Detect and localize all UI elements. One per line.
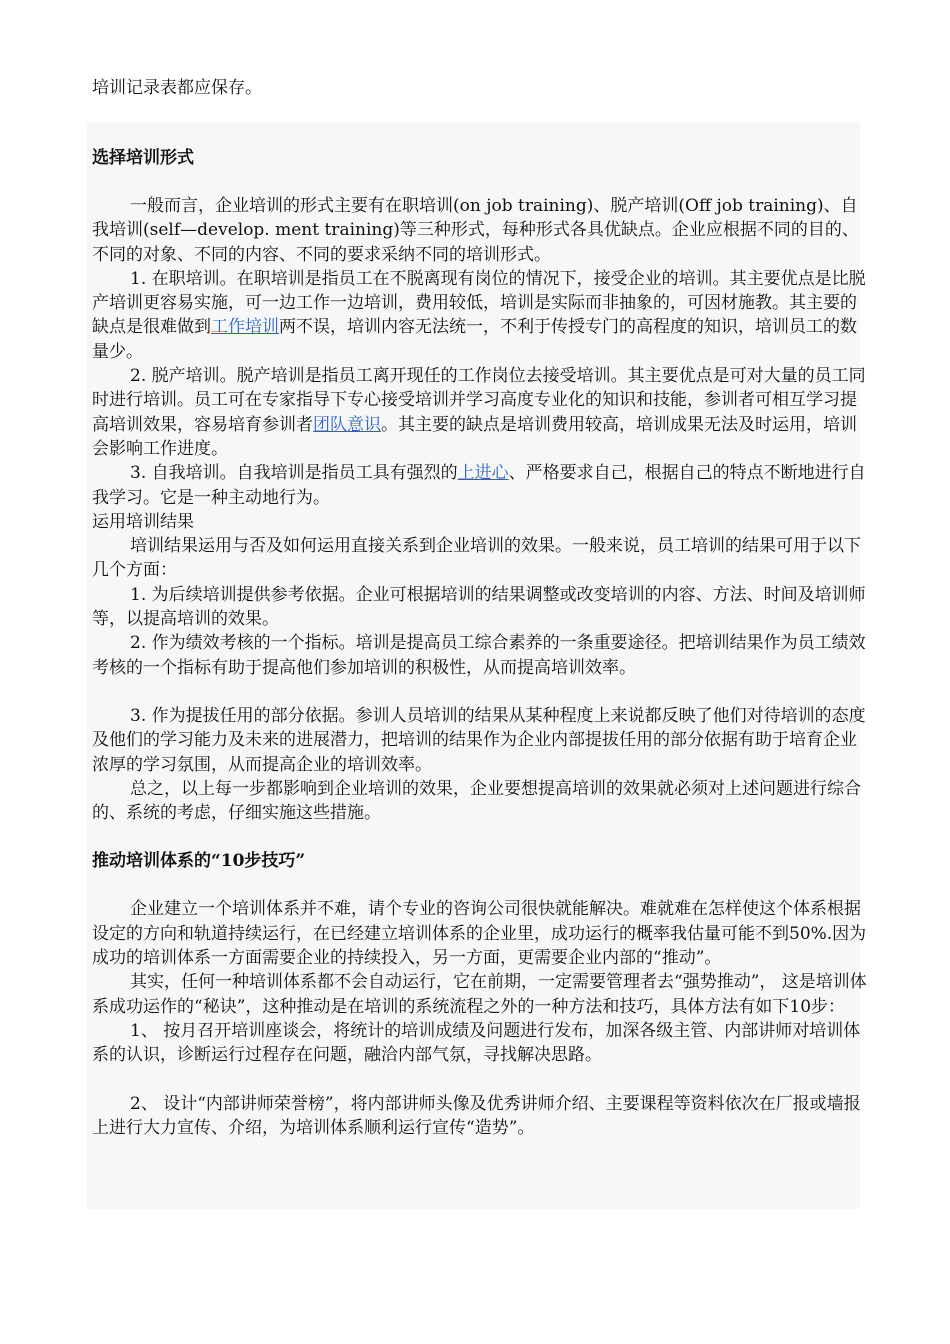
paragraph: 一般而言，企业培训的形式主要有在职培训(on job training)、脱产培训(Off job training)、自我培训(self—develop. ment training)等三种形式，每种形式各具优缺点。企业应根据不同的目的、不同的对象、不同的内容、不同的要求采纳不同的培训形式。	[92, 196, 859, 265]
text: 2. 脱产培训。脱产培训是指员工离开现任的工作岗位去接受培训。其主要优点是可对大量的员工同时进行培训。员工可在专家指导下专心接受培训并学习高度专业化的知识和技能，参训者可相互学习提高培训效果，容易培育参训者	[92, 366, 866, 435]
list-item	[92, 267, 867, 364]
paragraph: 其实，任何一种培训体系都不会自动运行，它在前期，一定需要管理者去“强势推动”， 这是培训体系成功运作的“秘诀”，这种推动是在培训的系统流程之外的一种方法和技巧，具体方法有如下10步：	[92, 972, 867, 1017]
link-motivation[interactable]: 上进心	[457, 463, 509, 484]
list-item: 1. 为后续培训提供参考依据。企业可根据培训的结果调整或改变培训的内容、方法、时间及培训师等，以提高培训的效果。	[92, 584, 866, 630]
section-heading-10-steps: 推动培训体系的“10步技巧”	[92, 851, 306, 872]
text: 3. 自我培训。自我培训是指员工具有强烈的	[130, 463, 458, 484]
link-team-spirit[interactable]: 团队意识	[313, 414, 381, 435]
section-heading-results: 运用培训结果	[92, 511, 194, 532]
text: 两不误，培训内容无法统一，不利于传授专门的高程度的知识，培训员工的数量少。	[92, 317, 857, 362]
list-item: 3. 作为提拔任用的部分依据。参训人员培训的结果从某种程度上来说都反映了他们对待培训的态度及他们的学习能力及未来的进展潜力，把培训的结果作为企业内部提拔任用的部分依据有助于培育企业浓厚的学习氛围，从而提高企业的培训效率。	[92, 705, 866, 775]
link-work-training[interactable]: 工作培训	[211, 317, 279, 338]
document-body	[92, 122, 867, 1140]
list-item: 2、 设计“内部讲师荣誉榜”，将内部讲师头像及优秀讲师介绍、主要课程等资料依次在厂报或墙报上进行大力宣传、介绍，为培训体系顺利运行宣传“造势”。	[92, 1093, 861, 1138]
text: 。其主要的缺点是培训费用较高，培训成果无法及时运用，培训会影响工作进度。	[92, 414, 857, 459]
paragraph: 培训结果运用与否及如何运用直接关系到企业培训的效果。一般来说，员工培训的结果可用于以下几个方面：	[92, 536, 861, 581]
intro-line: 培训记录表都应保存。	[92, 78, 262, 98]
text: 1. 在职培训。在职培训是指员工在不脱离现有岗位的情况下，接受企业的培训。其主要优点是比脱产培训更容易实施，可一边工作一边培训，费用较低，培训是实际而非抽象的，可因材施教。其主要的缺点是很难做到	[92, 268, 866, 338]
list-item: 2. 作为绩效考核的一个指标。培训是提高员工综合素养的一条重要途径。把培训结果作为员工绩效考核的一个指标有助于提高他们参加培训的积极性，从而提高培训效率。	[92, 633, 866, 678]
text: 、严格要求自己，根据自己的特点不断地进行自我学习。它是一种主动地行为。	[92, 463, 866, 508]
paragraph: 企业建立一个培训体系并不难，请个专业的咨询公司很快就能解决。难就难在怎样使这个体系根据设定的方向和轨道持续运行，在已经建立培训体系的企业里，成功运行的概率我估量可能不到50%.因为成功的培训体系一方面需要企业的持续投入，另一方面，更需要企业内部的“推动”。	[92, 899, 867, 969]
list-item	[92, 461, 867, 510]
paragraph: 总之，以上每一步都影响到企业培训的效果，企业要想提高培训的效果就必须对上述问题进行综合的、系统的考虑，仔细实施这些措施。	[92, 778, 861, 824]
section-heading-training-form: 选择培训形式	[92, 148, 194, 168]
list-item	[92, 364, 867, 461]
list-item: 1、 按月召开培训座谈会，将统计的培训成绩及问题进行发布，加深各级主管、内部讲师对培训体系的认识，诊断运行过程存在问题，融洽内部气氛，寻找解决思路。	[92, 1020, 861, 1066]
